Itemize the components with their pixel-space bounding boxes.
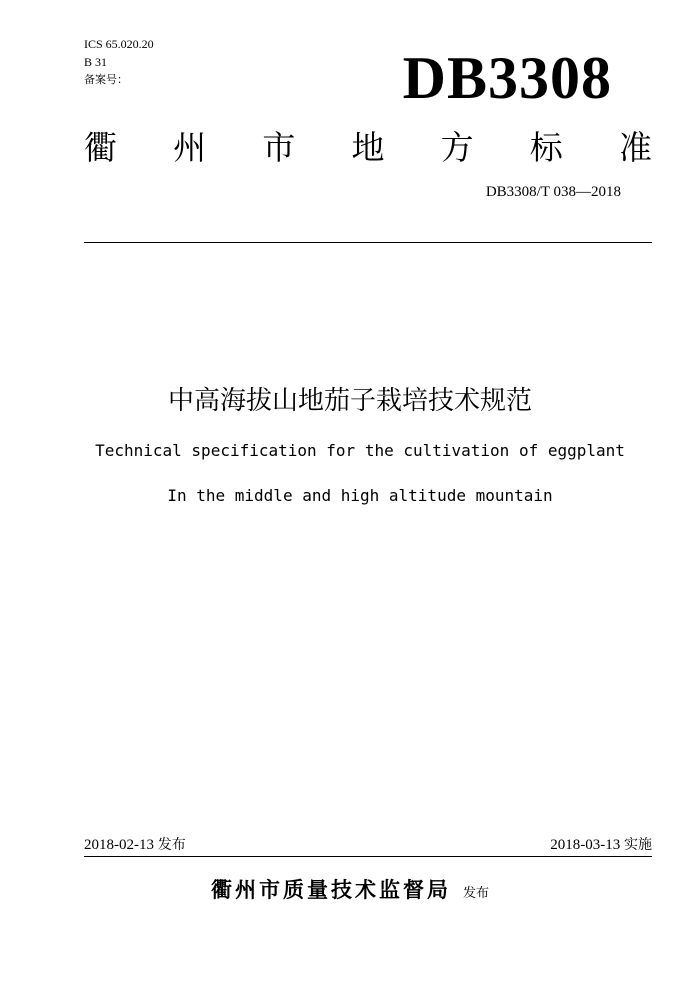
filing-number-label: 备案号： [84,73,128,86]
issue-date-suffix: 发布 [157,837,186,853]
document-number: DB3308/T 038—2018 [485,184,621,200]
issuer [0,875,700,909]
issue-date-value: 2018-02-13 [84,837,154,853]
issuer-name: 衢州市质量技术监督局 [210,878,451,902]
standard-title-char: 州 [173,128,207,167]
chinese-title: 中高海拔山地茄子栽培技术规范 [167,386,532,416]
standard-title-char: 标 [529,128,563,167]
standard-title-char: 市 [262,128,296,167]
english-title-line-1: Technical specification for the cultivation of eggplant [95,441,625,460]
ics-code: ICS 65.020.20 [84,37,154,51]
standard-title-char: 地 [351,128,385,167]
classification-code: B 31 [84,55,108,69]
implementation-date-value: 2018-03-13 [550,837,621,853]
bottom-divider [84,856,652,857]
implementation-date [550,836,652,854]
issuer-suffix: 发布 [462,886,489,901]
issue-date [84,836,186,854]
standard-title-char: 准 [618,128,652,167]
standard-title-char: 方 [440,128,474,167]
standard-code: DB3308 [402,45,612,111]
english-title-line-2: In the middle and high altitude mountain [167,486,553,505]
standard-title [84,128,652,168]
standard-title-char: 衢 [84,128,117,167]
implementation-date-suffix: 实施 [624,837,652,853]
top-divider [84,242,652,243]
